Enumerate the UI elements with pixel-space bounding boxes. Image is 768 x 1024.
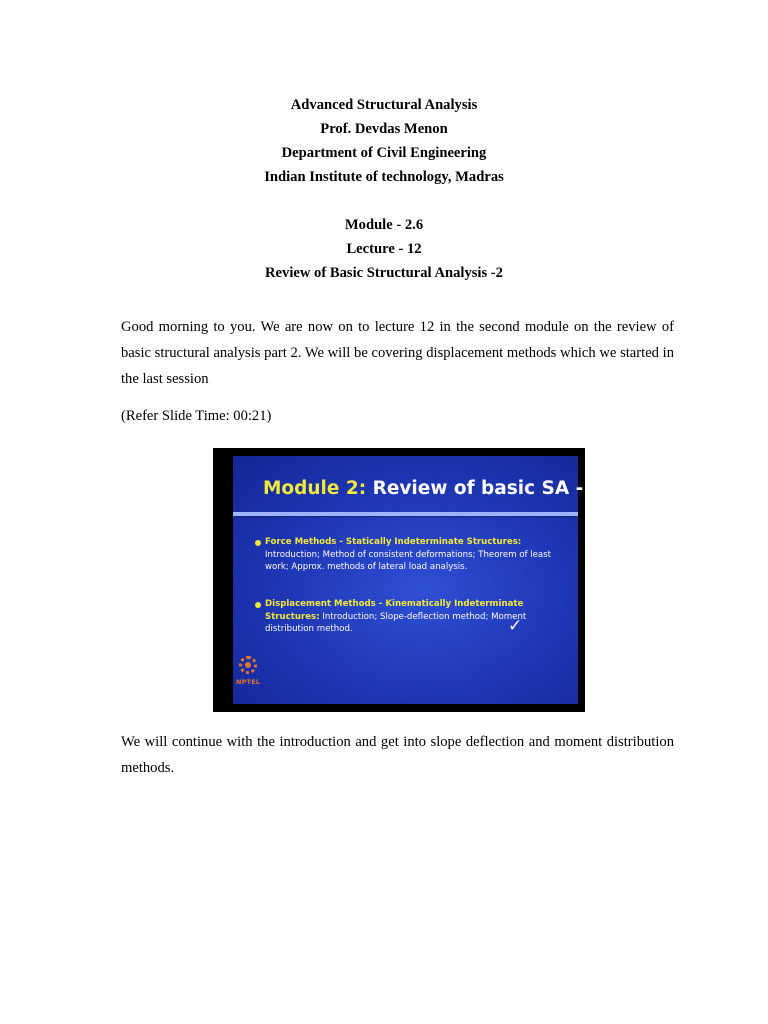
nptel-logo-text: NPTEL	[236, 678, 261, 686]
bullet-dot-icon	[255, 602, 261, 608]
header-spacer	[0, 189, 768, 213]
intro-paragraph: Good morning to you. We are now on to lecture 12 in the second module on the review of basic structural analysis part 2. We will be covering displacement methods which we started in the last session	[121, 319, 674, 387]
bullet-body: Introduction; Slope-deflection method; Moment distribution method.	[265, 611, 527, 635]
department-name: Department of Civil Engineering	[281, 145, 487, 161]
checkmark-icon: ✓	[508, 616, 523, 636]
institute-name: Indian Institute of technology, Madras	[264, 169, 504, 185]
lecture-number: Lecture - 12	[346, 241, 422, 257]
nptel-hub-icon	[245, 662, 251, 668]
lecture-topic: Review of Basic Structural Analysis -2	[265, 265, 503, 281]
nptel-logo	[236, 656, 262, 696]
slide-image	[213, 448, 603, 712]
slide-title-rest: Review of basic SA - 2	[366, 478, 603, 499]
closing-paragraph: We will continue with the introduction and get into slope deflection and moment distribution methods.	[121, 734, 674, 776]
bullet-text	[265, 536, 555, 574]
bullet-heading: Displacement Methods - Kinematically Indeterminate Structures:	[265, 599, 524, 622]
slide-divider	[233, 512, 578, 516]
professor-name: Prof. Devdas Menon	[320, 121, 448, 137]
slide-title-accent: Module 2:	[263, 478, 367, 499]
document-header	[0, 93, 768, 285]
slide-title	[263, 478, 603, 499]
bullet-dot-icon	[255, 540, 261, 546]
bullet-heading: Force Methods - Statically Indeterminate Structures:	[265, 537, 522, 547]
slide-content	[233, 456, 603, 704]
refer-slide-time: (Refer Slide Time: 00:21)	[121, 408, 272, 424]
course-title: Advanced Structural Analysis	[290, 97, 478, 113]
bullet-body: Introduction; Method of consistent deformations; Theorem of least work; Approx. methods of lateral load analysis.	[265, 549, 552, 573]
module-number: Module - 2.6	[344, 217, 424, 233]
slide-bullet-force-methods	[255, 536, 555, 574]
